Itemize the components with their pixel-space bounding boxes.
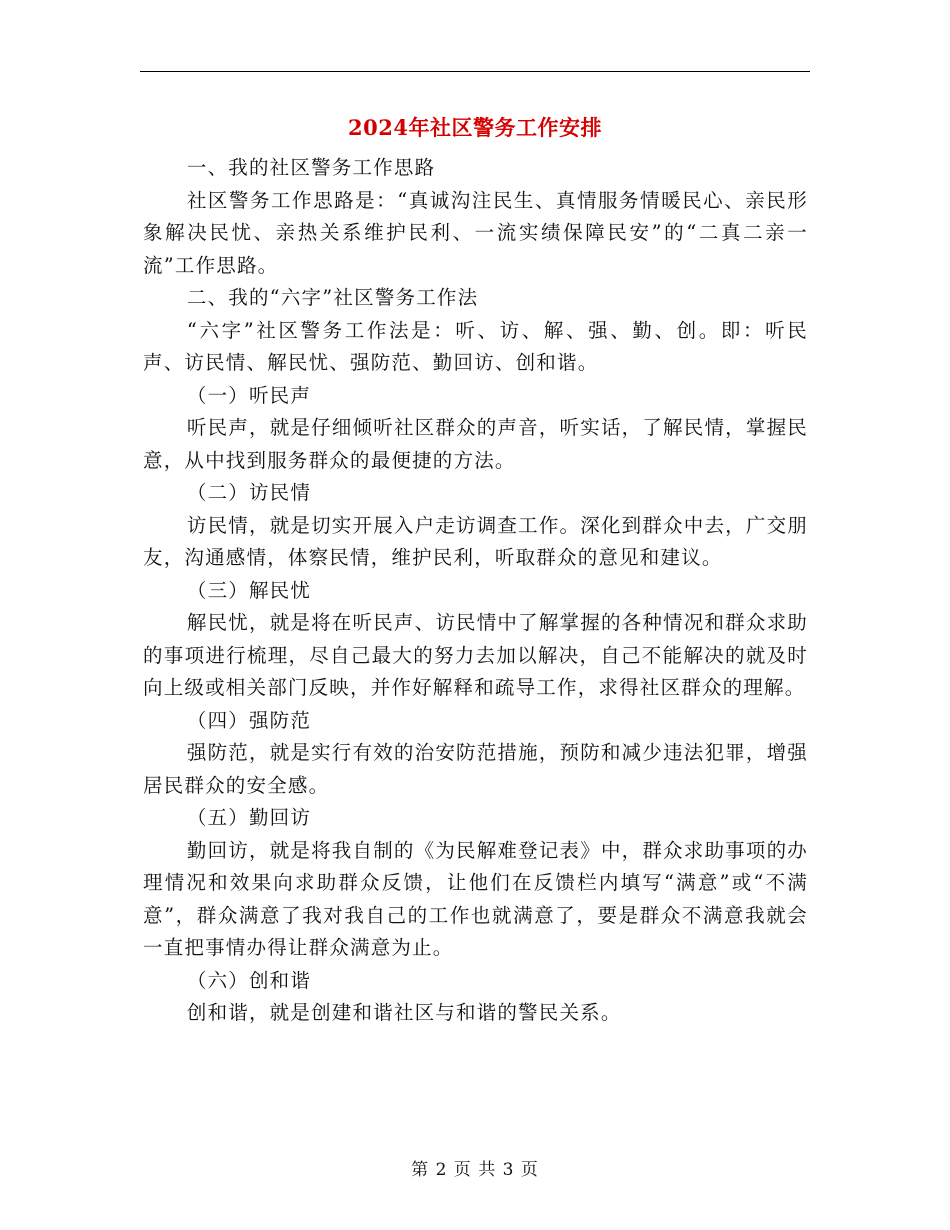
paragraph-visit: 访民情，就是切实开展入户走访调查工作。深化到群众中去，广交朋友，沟通感情，体察民情，维护民利，听取群众的意见和建议。 [143, 513, 808, 569]
paragraph-followup: 勤回访，就是将我自制的《为民解难登记表》中，群众求助事项的办理情况和效果向求助群众反馈，让他们在反馈栏内填写“满意”或“不满意”，群众满意了我对我自己的工作也就满意了，要是群众不满意我就会一直把事情办得让群众满意为止。 [143, 838, 808, 959]
subheading-3: （三）解民忧 [186, 578, 312, 602]
document-body [143, 152, 808, 1030]
header-rule [140, 71, 810, 72]
section-heading-2: 二、我的“六字”社区警务工作法 [186, 286, 479, 309]
paragraph-prevent: 强防范，就是实行有效的治安防范措施，预防和减少违法犯罪，增强居民群众的安全感。 [143, 741, 808, 797]
paragraph-solve: 解民忧，就是将在听民声、访民情中了解掌握的各种情况和群众求助的事项进行梳理，尽自己最大的努力去加以解决，自己不能解决的就及时向上级或相关部门反映，并作好解释和疏导工作，求得社区群众的理解。 [143, 611, 808, 699]
paragraph-listen: 听民声，就是仔细倾听社区群众的声音，听实话，了解民情，掌握民意，从中找到服务群众的最便捷的方法。 [143, 416, 808, 472]
section-heading-1: 一、我的社区警务工作思路 [186, 156, 436, 179]
page-number: 第 2 页 共 3 页 [411, 1160, 539, 1180]
subheading-5: （五）勤回访 [186, 806, 312, 829]
subheading-1: （一）听民声 [186, 383, 312, 407]
subheading-2: （二）访民情 [186, 481, 312, 504]
paragraph-work-approach: 社区警务工作思路是：“真诚沟注民生、真情服务情暖民心、亲民形象解决民忧、亲热关系维护民利、一流实绩保障民安”的“二真二亲一流”工作思路。 [143, 188, 808, 277]
subheading-4: （四）强防范 [186, 708, 312, 732]
paragraph-six-words: “六字”社区警务工作法是：听、访、解、强、勤、创。即：听民声、访民情、解民忧、强防范、勤回访、创和谐。 [143, 318, 808, 374]
subheading-6: （六）创和谐 [186, 968, 312, 992]
paragraph-harmony: 创和谐，就是创建和谐社区与和谐的警民关系。 [186, 1001, 622, 1024]
document-title: 2024年社区警务工作安排 [348, 115, 602, 140]
